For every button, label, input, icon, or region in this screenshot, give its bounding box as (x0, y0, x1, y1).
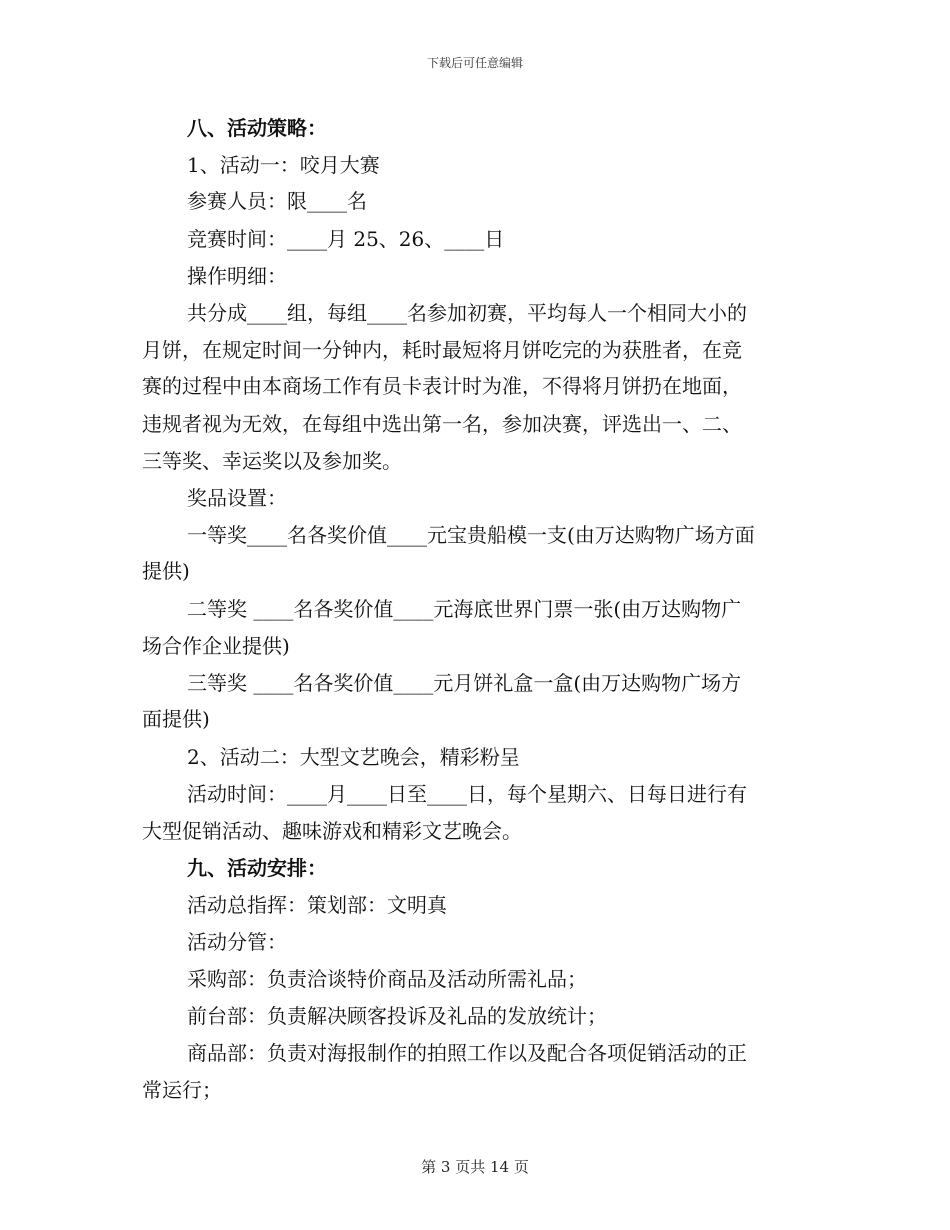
section-heading-9: 九、活动安排： (187, 856, 327, 880)
paragraph-line: 三等奖、幸运奖以及参加奖。 (142, 449, 402, 473)
prize-second-line-cont: 场合作企业提供) (142, 634, 290, 658)
operation-details-label: 操作明细： (187, 264, 287, 288)
participants-line: 参赛人员：限____名 (187, 189, 367, 213)
merchandise-dept-line: 商品部：负责对海报制作的拍照工作以及配合各项促销活动的正 (187, 1041, 747, 1065)
paragraph-line: 违规者视为无效，在每组中选出第一名，参加决赛，评选出一、二、 (142, 412, 742, 436)
purchasing-dept-line: 采购部：负责洽谈特价商品及活动所需礼品； (187, 967, 587, 991)
paragraph-line: 共分成____组，每组____名参加初赛，平均每人一个相同大小的 (187, 301, 747, 325)
page-footer: 第 3 页共 14 页 (421, 1158, 529, 1176)
prize-first-line-cont: 提供) (142, 559, 190, 583)
page-header: 下载后可任意编辑 (426, 56, 523, 70)
prize-third-line-cont: 面提供) (142, 707, 210, 731)
activity-1-title: 1、活动一：咬月大赛 (187, 153, 380, 177)
branch-management-label: 活动分管： (187, 930, 287, 954)
paragraph-line: 月饼，在规定时间一分钟内，耗时最短将月饼吃完的为获胜者，在竞 (142, 338, 742, 362)
competition-time-line: 竞赛时间：____月 25、26、____日 (187, 227, 505, 251)
merchandise-dept-line-cont: 常运行； (142, 1078, 222, 1102)
prize-second-line: 二等奖 ____名各奖价值____元海底世界门票一张(由万达购物广 (187, 597, 742, 621)
prize-third-line: 三等奖 ____名各奖价值____元月饼礼盒一盒(由万达购物广场方 (187, 671, 742, 695)
front-desk-line: 前台部：负责解决顾客投诉及礼品的发放统计； (187, 1004, 607, 1028)
activity-time-line: 活动时间：____月____日至____日，每个星期六、日每日进行有 (187, 782, 747, 806)
prize-first-line: 一等奖____名各奖价值____元宝贵船模一支(由万达购物广场方面 (187, 523, 755, 547)
activity-2-title: 2、活动二：大型文艺晚会，精彩粉呈 (187, 745, 520, 769)
activity-time-line-cont: 大型促销活动、趣味游戏和精彩文艺晚会。 (142, 819, 522, 843)
section-heading-8: 八、活动策略： (187, 116, 327, 140)
prize-settings-label: 奖品设置： (187, 486, 287, 510)
paragraph-line: 赛的过程中由本商场工作有员卡表计时为准，不得将月饼扔在地面， (142, 374, 742, 398)
chief-commander-line: 活动总指挥：策划部：文明真 (187, 893, 447, 917)
